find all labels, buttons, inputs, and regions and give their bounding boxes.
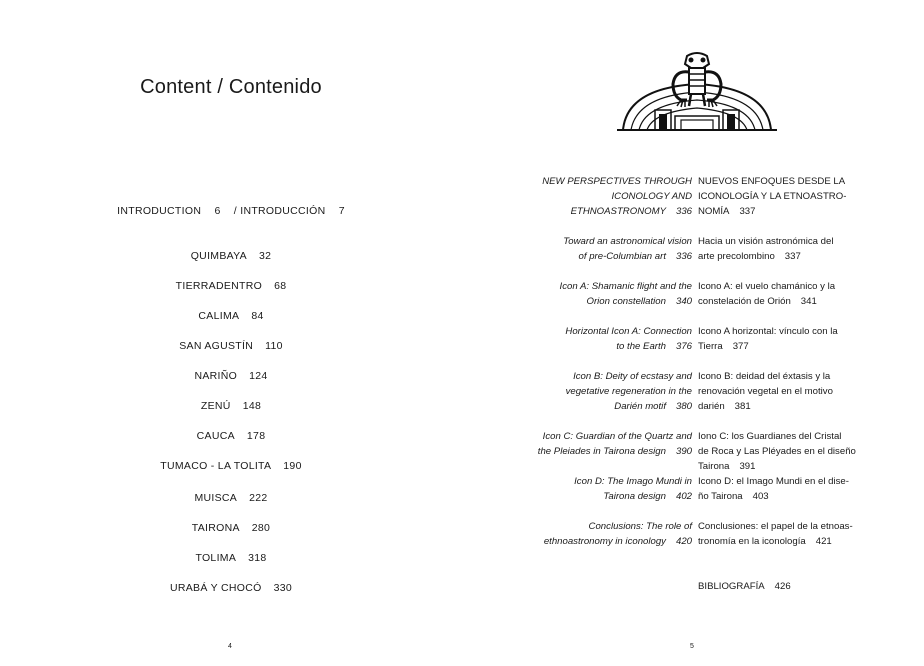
region-page: 318 — [248, 552, 267, 564]
region-entry[interactable] — [0, 522, 462, 534]
region-entry[interactable] — [0, 250, 462, 262]
entry-spanish[interactable] — [698, 324, 878, 354]
region-page: 68 — [274, 280, 287, 292]
entry-spanish-text: darién — [698, 401, 725, 412]
entry-spanish-text: constelación de Orión — [698, 296, 791, 307]
entry-spanish-text: Iono C: los Guardianes del Cristal — [698, 431, 842, 442]
right-page — [462, 0, 924, 666]
entry-spanish[interactable] — [698, 369, 878, 414]
page-number: 5 — [690, 643, 694, 650]
entry-english-text: Conclusions: The role of — [588, 521, 692, 532]
entry-english-text: vegetative regeneration in the — [565, 386, 692, 397]
entry-english[interactable] — [517, 279, 692, 309]
entry-spanish[interactable] — [698, 474, 878, 504]
entry-spanish-text: NUEVOS ENFOQUES DESDE LA — [698, 176, 846, 187]
region-entry[interactable] — [0, 460, 462, 472]
entry-english-text: Tairona design — [603, 491, 666, 502]
entry-spanish-text: Icono A: el vuelo chamánico y la — [698, 281, 836, 292]
region-entry[interactable] — [0, 400, 462, 412]
entry-spanish-page: 337 — [784, 251, 801, 262]
intro-es-label: / INTRODUCCIÓN — [233, 205, 326, 217]
entry-english-text: Orion constellation — [586, 296, 666, 307]
entry-spanish-text: renovación vegetal en el motivo — [698, 386, 833, 397]
region-page: 32 — [259, 250, 272, 262]
region-name: QUIMBAYA — [190, 250, 247, 262]
entry-spanish-page: 337 — [739, 206, 756, 217]
region-page: 178 — [246, 430, 266, 442]
entry-spanish-text: ICONOLOGÍA Y LA ETNOASTRO- — [698, 191, 847, 202]
entry-english[interactable] — [517, 234, 692, 264]
entry-spanish-text: Hacia un visión astronómica del — [698, 236, 834, 247]
entry-english-text: ethnoastronomy in iconology — [543, 536, 666, 547]
page-number: 4 — [228, 643, 232, 650]
region-entry[interactable] — [0, 582, 462, 594]
region-name: TAIRONA — [191, 522, 240, 534]
entry-english[interactable] — [517, 519, 692, 549]
entry-spanish[interactable] — [698, 519, 878, 549]
entry-english-text: Icon A: Shamanic flight and the — [559, 281, 692, 292]
entry-spanish-text: arte precolombino — [698, 251, 775, 262]
entry-english-text: Toward an astronomical vision — [563, 236, 692, 247]
entry-english[interactable] — [517, 474, 692, 504]
entry-english-text: Icon B: Deity of ecstasy and — [573, 371, 692, 382]
entry-spanish-text: ño Tairona — [698, 491, 743, 502]
entry-english-text: Horizontal Icon A: Connection — [565, 326, 692, 337]
intro-en-page: 6 — [214, 205, 221, 217]
introduction-entry[interactable] — [0, 205, 462, 217]
entry-spanish-page: 403 — [752, 491, 769, 502]
entry-spanish-text: Conclusiones: el papel de la etnoas- — [698, 521, 853, 532]
entry-spanish[interactable] — [698, 234, 878, 264]
intro-en-label: INTRODUCTION — [117, 205, 202, 217]
entry-english-text: NEW PERSPECTIVES THROUGH — [542, 176, 692, 187]
entry-spanish-text: de Roca y Las Pléyades en el diseño — [698, 446, 856, 457]
region-name: NARIÑO — [194, 370, 238, 382]
entry-spanish[interactable] — [698, 279, 878, 309]
region-entry[interactable] — [0, 370, 462, 382]
entry-english-page: 340 — [675, 296, 692, 307]
region-name: TOLIMA — [195, 552, 237, 564]
entry-english-page: 336 — [675, 251, 692, 262]
entry-english-text: ETHNOASTRONOMY — [570, 206, 666, 217]
entry-spanish-page: 381 — [734, 401, 751, 412]
region-name: TIERRADENTRO — [175, 280, 263, 292]
entry-spanish-text: Icono B: deidad del éxtasis y la — [698, 371, 831, 382]
entry-english[interactable] — [517, 429, 692, 459]
region-page: 330 — [273, 582, 293, 594]
entry-english-text: the Pleiades in Tairona design — [537, 446, 666, 457]
entry-english-text: ICONOLOGY AND — [611, 191, 692, 202]
entry-spanish[interactable] — [698, 174, 878, 219]
entry-spanish-page: 341 — [800, 296, 817, 307]
entry-english-page: 336 — [675, 206, 692, 217]
entry-spanish[interactable] — [698, 429, 878, 474]
region-name: CAUCA — [196, 430, 235, 442]
entry-spanish-page: 421 — [815, 536, 832, 547]
entry-english[interactable] — [517, 324, 692, 354]
entry-spanish-page: 391 — [739, 461, 756, 472]
entry-spanish-text: Icono D: el Imago Mundi en el dise- — [698, 476, 849, 487]
entry-spanish[interactable] — [698, 579, 878, 594]
entry-english-text: to the Earth — [616, 341, 666, 352]
region-name: CALIMA — [198, 310, 240, 322]
entry-spanish-text: Tierra — [698, 341, 723, 352]
region-entry[interactable] — [0, 310, 462, 322]
region-name: MUISCA — [194, 492, 238, 504]
entry-spanish-text: NOMÍA — [698, 206, 730, 217]
region-name: SAN AGUSTÍN — [179, 340, 254, 352]
region-entry[interactable] — [0, 430, 462, 442]
region-page: 148 — [242, 400, 262, 412]
entry-spanish-page: 377 — [732, 341, 749, 352]
region-entry[interactable] — [0, 492, 462, 504]
region-name: URABÁ Y CHOCÓ — [169, 582, 262, 594]
entry-english-page: 390 — [675, 446, 692, 457]
entry-spanish-text: Icono A horizontal: vínculo con la — [698, 326, 838, 337]
region-entry[interactable] — [0, 280, 462, 292]
pre-columbian-frog-figure-icon — [617, 50, 777, 134]
page-title: Content / Contenido — [140, 76, 322, 98]
entry-spanish-text: tronomía en la iconología — [698, 536, 806, 547]
entry-english-text: Darién motif — [614, 401, 666, 412]
intro-es-page: 7 — [338, 205, 345, 217]
region-entry[interactable] — [0, 552, 462, 564]
entry-english[interactable] — [517, 369, 692, 414]
entry-spanish-page: 426 — [774, 581, 791, 592]
region-page: 84 — [251, 310, 264, 322]
entry-spanish-text: Tairona — [698, 461, 730, 472]
entry-english-text: of pre-Columbian art — [578, 251, 666, 262]
entry-english[interactable] — [517, 174, 692, 219]
region-page: 110 — [265, 340, 283, 352]
region-page: 280 — [251, 522, 271, 534]
region-page: 222 — [249, 492, 268, 504]
region-page: 124 — [249, 370, 268, 382]
entry-english-page: 380 — [675, 401, 692, 412]
region-name: ZENÚ — [200, 400, 231, 412]
entry-english-page: 402 — [675, 491, 692, 502]
region-page: 190 — [283, 460, 302, 472]
region-entry[interactable] — [0, 340, 462, 352]
region-name: TUMACO - LA TOLITA — [160, 460, 272, 472]
entry-english-text: Icon C: Guardian of the Quartz and — [542, 431, 692, 442]
entry-english-page: 420 — [675, 536, 692, 547]
entry-spanish-text: BIBLIOGRAFÍA — [698, 581, 765, 592]
entry-english-text: Icon D: The Imago Mundi in — [574, 476, 692, 487]
entry-english-page: 376 — [675, 341, 692, 352]
